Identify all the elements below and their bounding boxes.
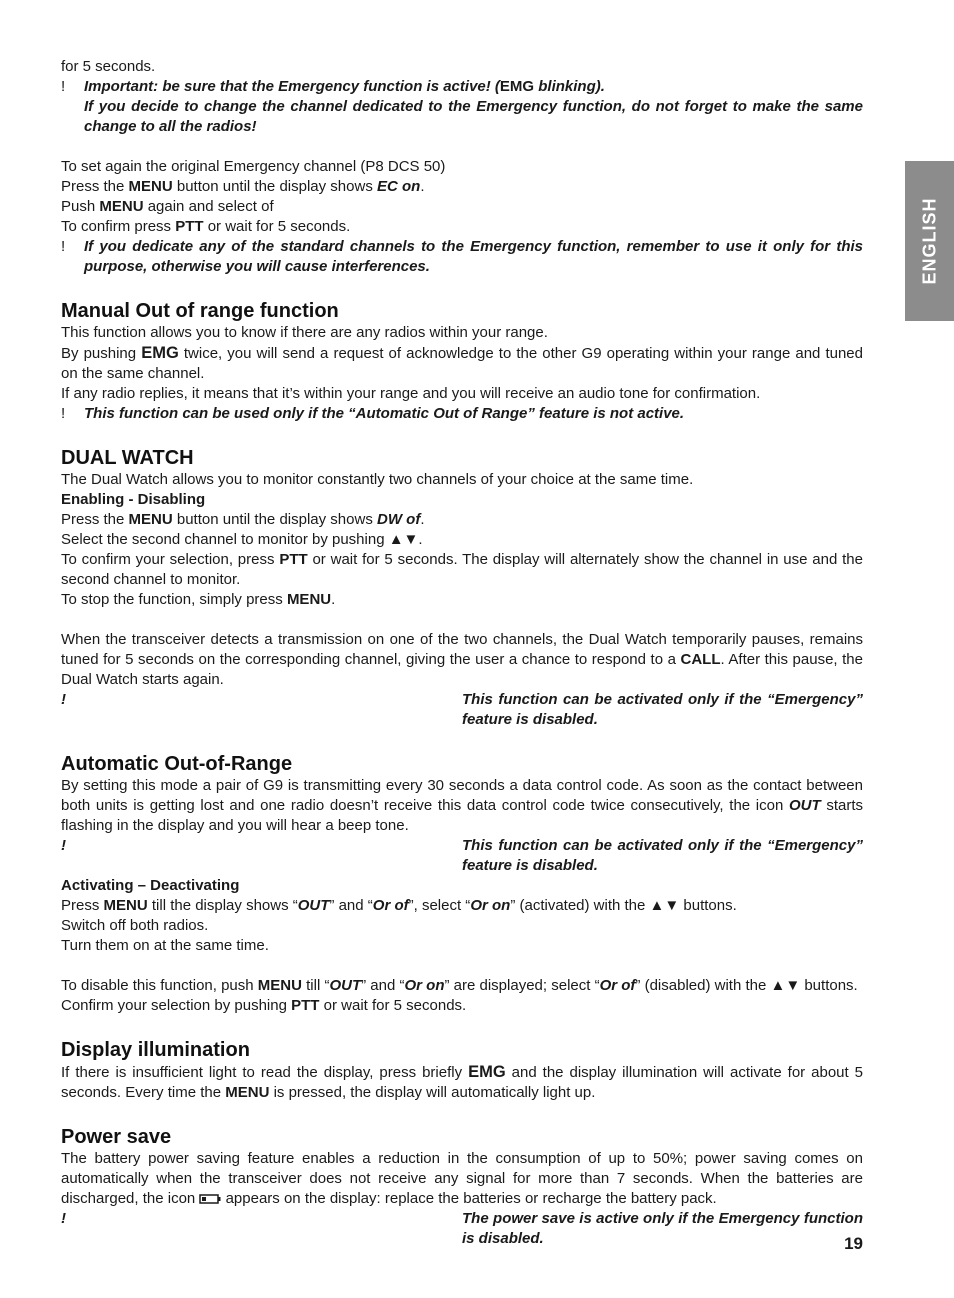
page-content [61, 57, 863, 1249]
auto-range-subheading: Activating – Deactivating [61, 877, 240, 894]
dual-watch-p1: The Dual Watch allows you to monitor constantly two channels of your choice at the same time. [61, 471, 694, 488]
manual-range-p1: This function allows you to know if there are any radios within your range. [61, 324, 548, 341]
power-save-heading: Power save [61, 1126, 172, 1148]
dual-watch-heading: DUAL WATCH [61, 447, 194, 469]
important-note: ! Important: be sure that the Emergency function is active! (EMG blinking). If you decide to change the channel dedicated to the Emergency function, do not forget to make the same change to all the radios! [61, 78, 863, 135]
display-illumination-heading: Display illumination [61, 1039, 250, 1061]
emg-label: EMG [499, 78, 535, 95]
confirm-ptt-line: To confirm press PTT or wait for 5 seconds. [61, 218, 351, 235]
intro-line: for 5 seconds. [61, 58, 156, 75]
interference-note: ! If you dedicate any of the standard channels to the Emergency function, remember to use it only for this purpose, otherwise you will cause interferences. [61, 238, 863, 275]
manual-range-heading: Manual Out of range function [61, 300, 339, 322]
manual-range-note: ! This function can be used only if the “Automatic Out of Range” feature is not active. [61, 405, 685, 422]
power-save-note: ! The power save is active only if the Emergency function is disabled. [61, 1210, 863, 1247]
dual-watch-note: ! This function can be activated only if the “Emergency” feature is disabled. [61, 691, 863, 728]
auto-range-note: ! This function can be activated only if the “Emergency” feature is disabled. [61, 837, 863, 874]
push-menu-line: Push MENU again and select of [61, 198, 274, 215]
channel-change-note: If you decide to change the channel dedicated to the Emergency function, do not forget to make the same change to all the radios! [84, 98, 863, 135]
dual-watch-p2: Press the MENU button until the display shows DW of. [61, 511, 425, 528]
auto-range-p1: By setting this mode a pair of G9 is transmitting every 30 seconds a data control code. As soon as the contact between both units is getting lost and one radio doesn’t receive this data control code twice consecutively, the icon OUT starts flashing in the display and you will hear a beep tone. [61, 777, 863, 834]
auto-range-p5: To disable this function, push MENU till “OUT” and “Or on” are displayed; select “Or of” (disabled) with the ▲▼ buttons. [61, 977, 858, 994]
auto-range-p4: Turn them on at the same time. [61, 937, 269, 954]
dual-watch-p4: To confirm your selection, press PTT or wait for 5 seconds. The display will alternately show the channel in use and the second channel to monitor. [61, 551, 863, 588]
display-illumination-p1: If there is insufficient light to read the display, press briefly EMG and the display illumination will activate for about 5 seconds. Every time the MENU is pressed, the display will automatically light up. [61, 1063, 864, 1101]
dual-watch-p3: Select the second channel to monitor by pushing ▲▼. [61, 531, 423, 548]
dual-watch-subheading: Enabling - Disabling [61, 491, 206, 508]
press-menu-line: Press the MENU button until the display shows EC on. [61, 178, 425, 195]
auto-range-p2: Press MENU till the display shows “OUT” and “Or of”, select “Or on” (activated) with the ▲▼ buttons. [61, 897, 737, 914]
auto-range-p3: Switch off both radios. [61, 917, 209, 934]
page-number: 19 [844, 1234, 863, 1253]
manual-range-p3: If any radio replies, it means that it’s within your range and you will receive an audio tone for confirmation. [61, 385, 761, 402]
auto-range-heading: Automatic Out-of-Range [61, 753, 293, 775]
reset-channel-line: To set again the original Emergency channel (P8 DCS 50) [61, 158, 446, 175]
manual-range-p2: By pushing EMG twice, you will send a request of acknowledge to the other G9 operating within your range and tuned on the same channel. [61, 344, 863, 382]
power-save-p1: The battery power saving feature enables a reduction in the consumption of up to 50%; power saving comes on automatically when the transceiver does not receive any signal for more than 7 seconds. When the batteries are discharged, the icon appears on the display: replace the batteries or recharge the battery pack. [61, 1150, 863, 1207]
auto-range-p6: Confirm your selection by pushing PTT or wait for 5 seconds. [61, 997, 467, 1014]
important-note-text: Important: be sure that the Emergency function is active! ( [84, 78, 500, 95]
dual-watch-p6: When the transceiver detects a transmission on one of the two channels, the Dual Watch temporarily pauses, remains tuned for 5 seconds on the corresponding channel, giving the user a chance to respond to a CALL. After this pause, the Dual Watch starts again. [61, 631, 863, 688]
language-tab [905, 161, 954, 321]
note-mark: ! [61, 78, 66, 95]
dual-watch-p5: To stop the function, simply press MENU. [61, 591, 336, 608]
battery-icon [199, 1194, 221, 1204]
language-tab-label: ENGLISH [919, 197, 940, 285]
